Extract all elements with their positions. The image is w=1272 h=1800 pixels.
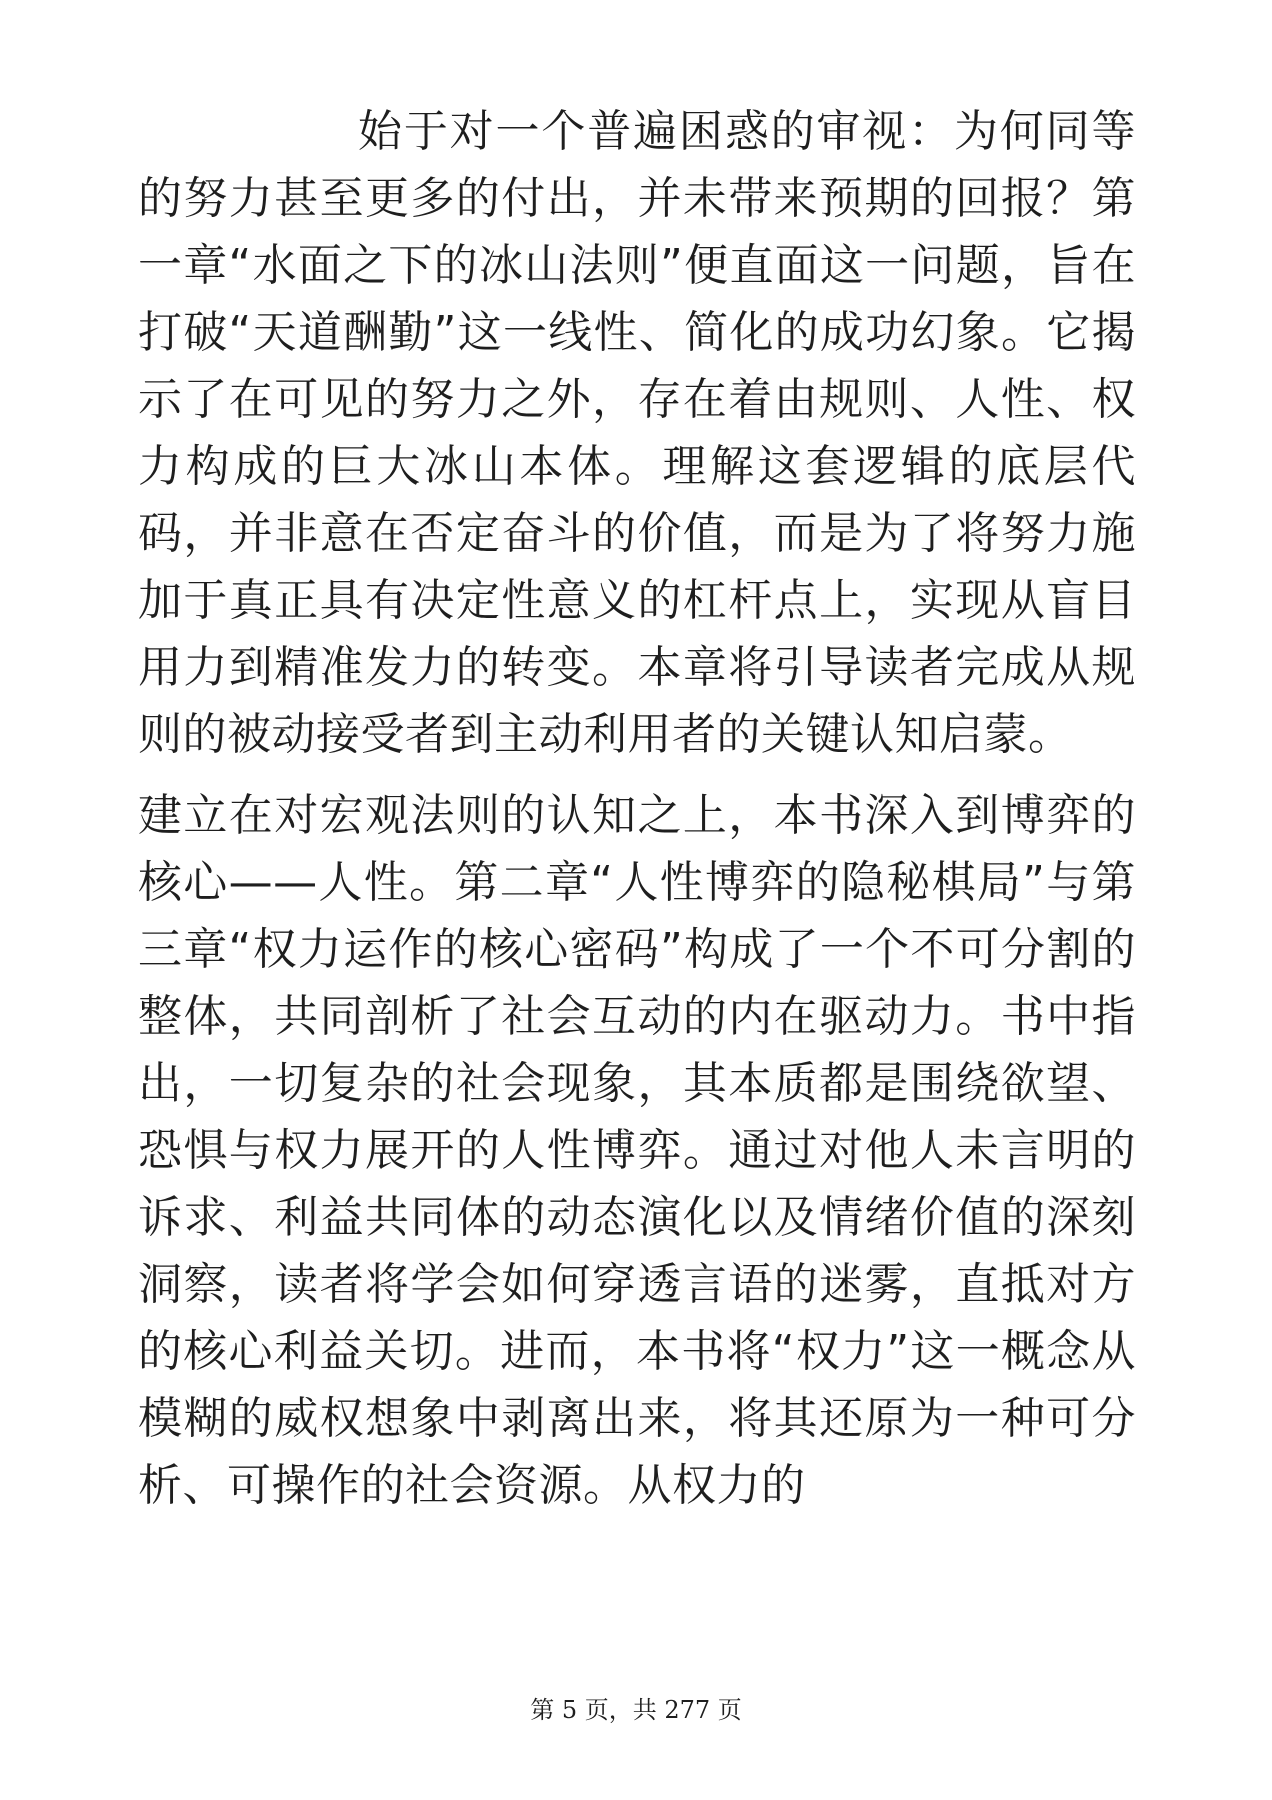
paragraph-2: 建立在对宏观法则的认知之上，本书深入到博弈的核心——人性。第二章“人性博弈的隐秘棋局”与第三章“权力运作的核心密码”构成了一个不可分割的整体，共同剖析了社会互动的内在驱动力。书中指出，一切复杂的社会现象，其本质都是围绕欲望、恐惧与权力展开的人性博弈。通过对他人未言明的诉求、利益共同体的动态演化以及情绪价值的深刻洞察，读者将学会如何穿透言语的迷雾，直抵对方的核心利益关切。进而，本书将“权力”这一概念从模糊的威权想象中剥离出来，将其还原为一种可分析、可操作的社会资源。从权力的	[138, 790, 1136, 1511]
paragraph-1: 始于对一个普遍困惑的审视：为何同等的努力甚至更多的付出，并未带来预期的回报？第一章“水面之下的冰山法则”便直面这一问题，旨在打破“天道酬勤”这一线性、简化的成功幻象。它揭示了在可见的努力之外，存在着由规则、人性、权力构成的巨大冰山本体。理解这套逻辑的底层代码，并非意在否定奋斗的价值，而是为了将努力施加于真正具有决定性意义的杠杆点上，实现从盲目用力到精准发力的转变。本章将引导读者完成从规则的被动接受者到主动利用者的关键认知启蒙。	[138, 106, 1136, 760]
page-body	[138, 98, 1136, 1533]
page-number-footer: 第 5 页，共 277 页	[530, 1696, 742, 1724]
